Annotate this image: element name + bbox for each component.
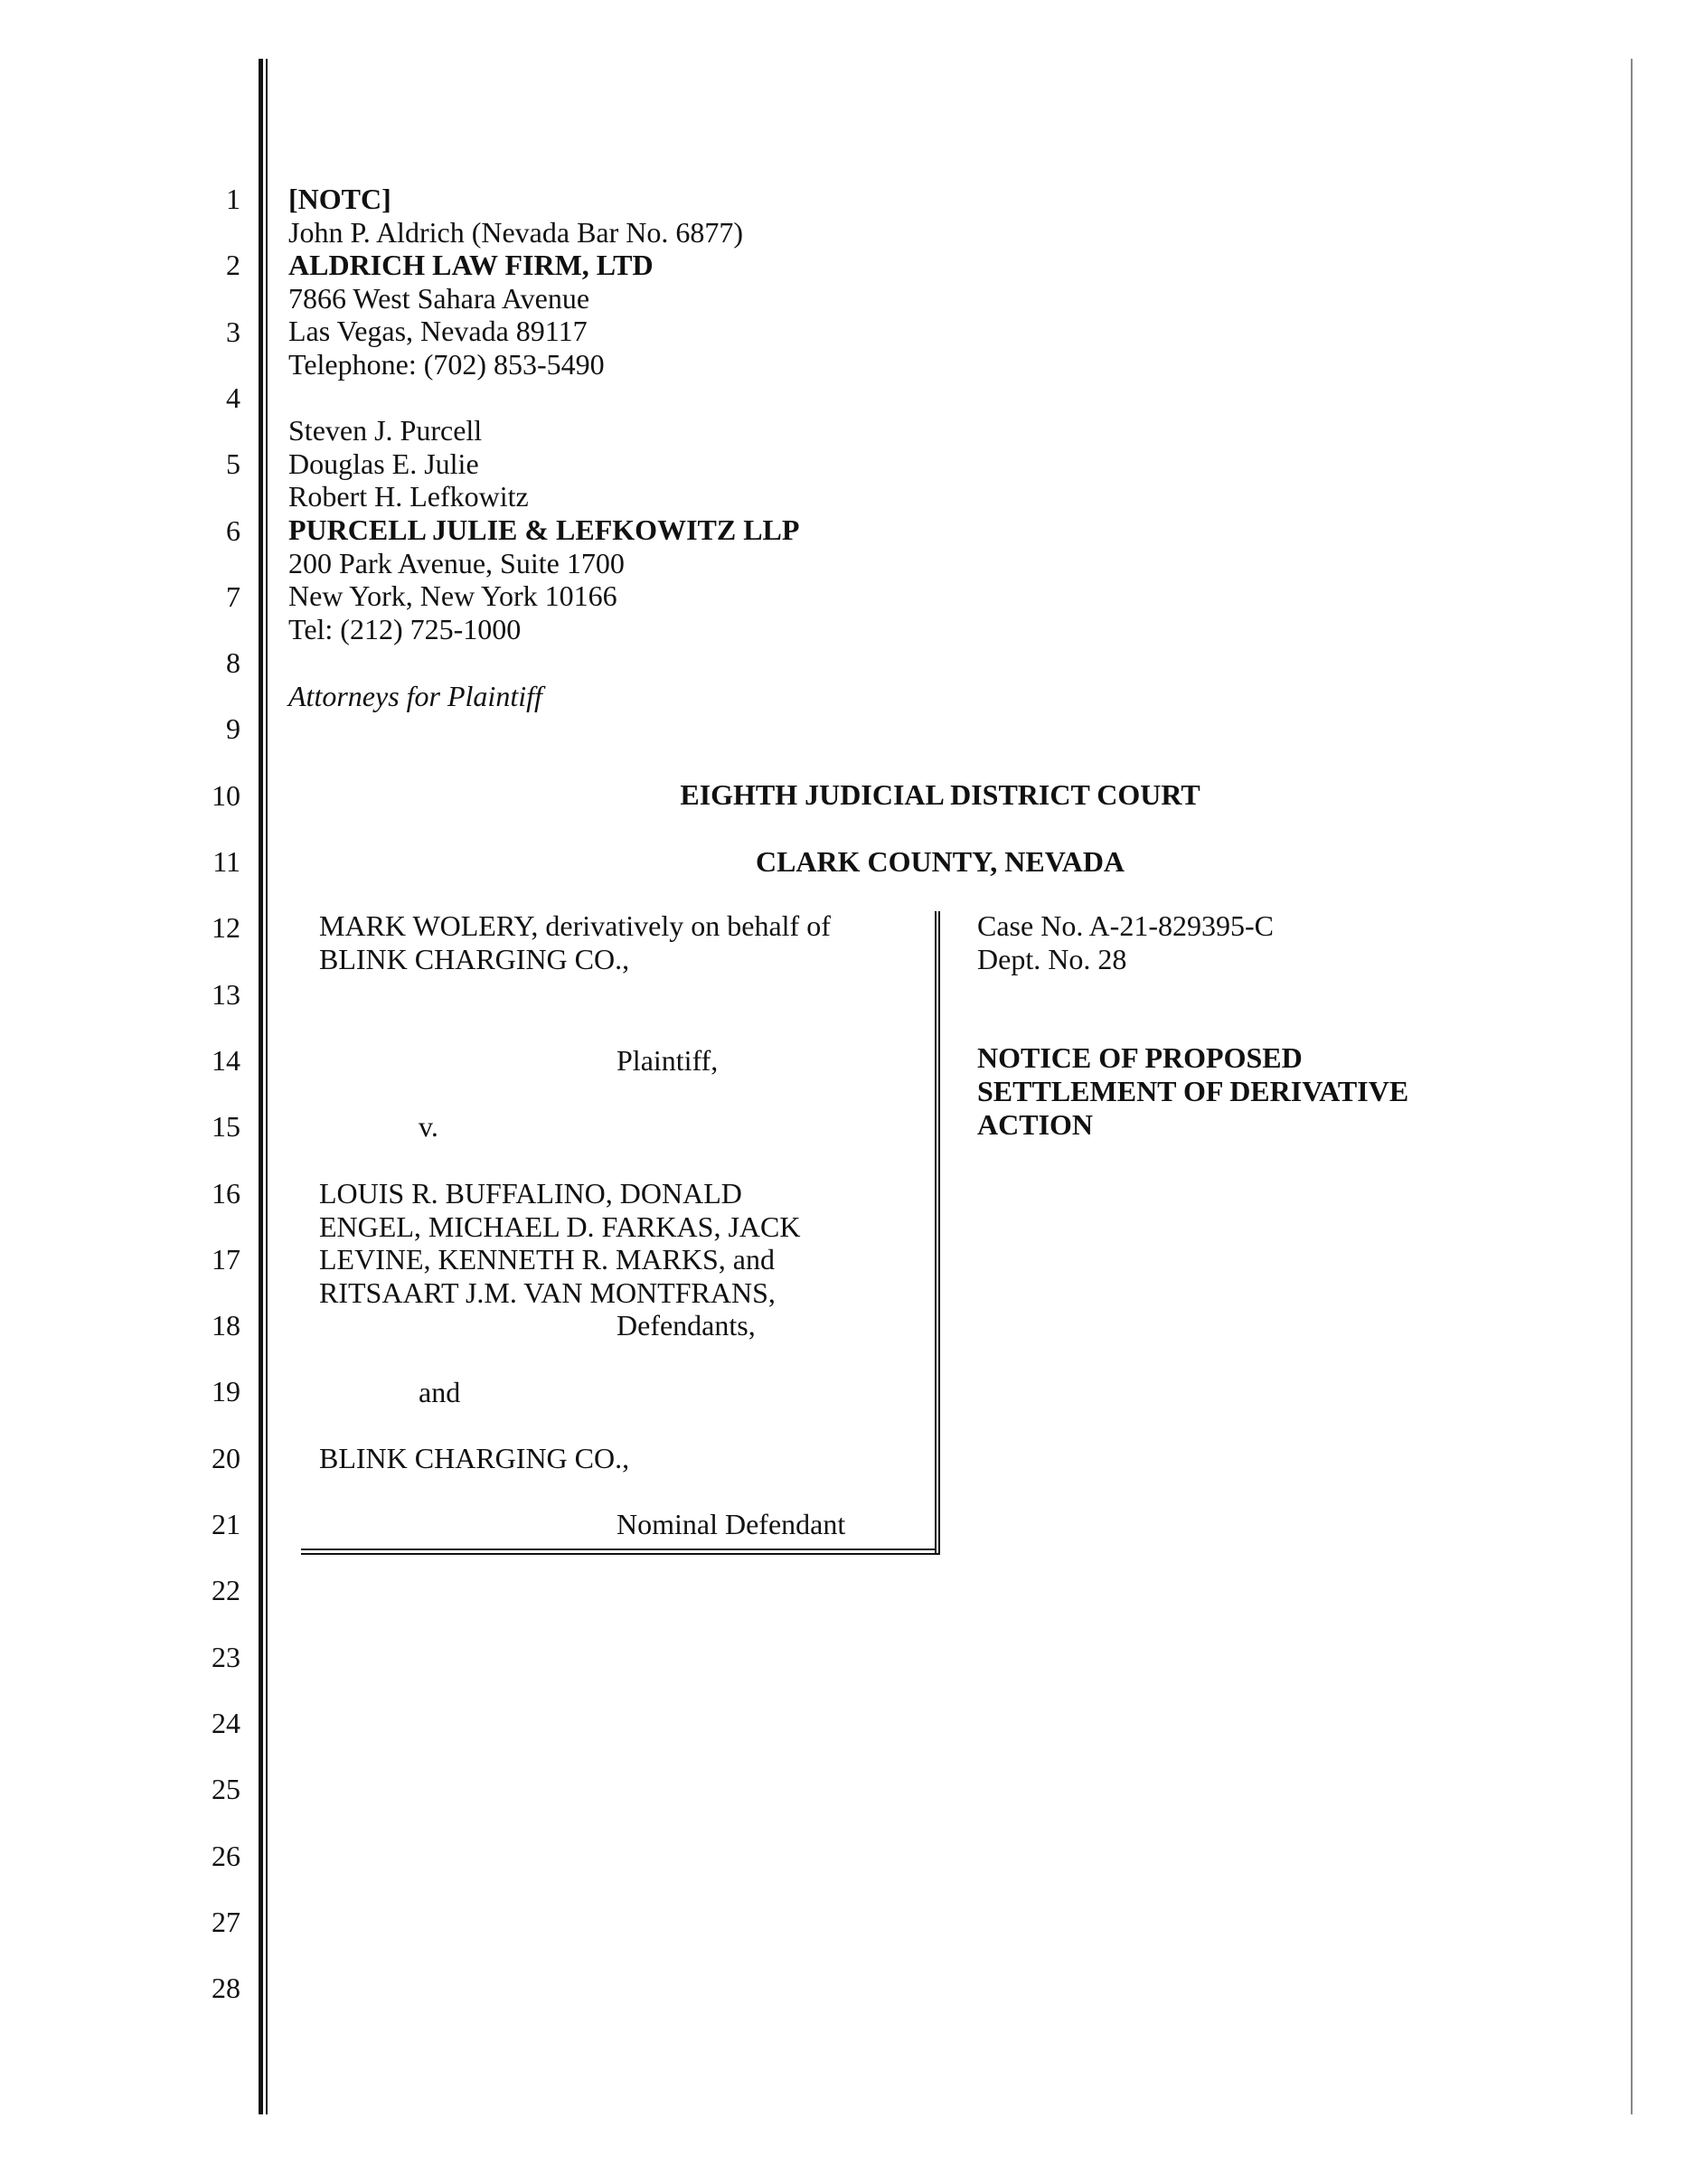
attorney-name: Steven J. Purcell (288, 414, 483, 447)
defendants-role: Defendants, (617, 1309, 756, 1341)
line-number: 23 (212, 1640, 240, 1673)
case-number: Case No. A-21-829395-C (977, 909, 1274, 942)
line-number: 4 (226, 381, 240, 414)
line-number: 7 (226, 579, 240, 613)
document-title: NOTICE OF PROPOSED (977, 1041, 1303, 1074)
attorney-name: Robert H. Lefkowitz (288, 480, 529, 513)
defendants-names: RITSAART J.M. VAN MONTFRANS, (319, 1276, 776, 1309)
document-title: SETTLEMENT OF DERIVATIVE (977, 1075, 1409, 1107)
attorney-name: John P. Aldrich (Nevada Bar No. 6877) (288, 216, 744, 249)
line-number: 5 (226, 447, 240, 481)
document-code: [NOTC] (288, 183, 391, 215)
line-number: 25 (212, 1773, 240, 1806)
and-connector: and (419, 1376, 461, 1408)
line-number: 15 (212, 1110, 240, 1144)
firm-phone: Tel: (212) 725-1000 (288, 613, 522, 645)
line-number: 13 (212, 977, 240, 1011)
caption-box-bottom-rule-1 (301, 1549, 937, 1550)
line-number: 27 (212, 1905, 240, 1938)
right-margin-rule (1631, 59, 1633, 2114)
nominal-defendant-role: Nominal Defendant (617, 1508, 846, 1540)
court-name: EIGHTH JUDICIAL DISTRICT COURT (680, 778, 1200, 811)
line-number: 2 (226, 249, 240, 282)
line-number: 14 (212, 1043, 240, 1077)
plaintiff-name: BLINK CHARGING CO., (319, 943, 630, 975)
caption-box-bottom-rule-2 (301, 1553, 940, 1555)
left-margin-rule-thin (266, 59, 268, 2114)
defendants-names: ENGEL, MICHAEL D. FARKAS, JACK (319, 1210, 801, 1243)
firm-phone: Telephone: (702) 853-5490 (288, 348, 605, 381)
nominal-defendant-name: BLINK CHARGING CO., (319, 1442, 630, 1474)
line-number: 16 (212, 1176, 240, 1210)
line-number: 11 (212, 845, 240, 878)
attorneys-for: Attorneys for Plaintiff (288, 680, 542, 712)
caption-box-right-rule-1 (935, 911, 937, 1555)
line-number: 26 (212, 1839, 240, 1872)
document-title: ACTION (977, 1108, 1094, 1141)
firm-name: ALDRICH LAW FIRM, LTD (288, 249, 654, 281)
firm-address: New York, New York 10166 (288, 579, 617, 612)
firm-address: Las Vegas, Nevada 89117 (288, 315, 588, 347)
line-number: 9 (226, 712, 240, 746)
left-margin-rule-thick (259, 59, 263, 2114)
line-number: 18 (212, 1309, 240, 1342)
attorney-name: Douglas E. Julie (288, 447, 479, 480)
line-number: 19 (212, 1375, 240, 1408)
dept-number: Dept. No. 28 (977, 943, 1127, 975)
line-number: 6 (226, 513, 240, 547)
line-number: 28 (212, 1972, 240, 2005)
plaintiff-role: Plaintiff, (617, 1044, 719, 1077)
versus: v. (419, 1110, 438, 1143)
line-number: 17 (212, 1242, 240, 1276)
line-number: 21 (212, 1508, 240, 1540)
line-number: 10 (212, 778, 240, 812)
caption-box-right-rule-2 (938, 911, 940, 1555)
defendants-names: LEVINE, KENNETH R. MARKS, and (319, 1243, 775, 1276)
line-number: 20 (212, 1441, 240, 1474)
plaintiff-name: MARK WOLERY, derivatively on behalf of (319, 909, 831, 942)
line-number: 8 (226, 646, 240, 680)
line-number: 22 (212, 1574, 240, 1607)
firm-name: PURCELL JULIE & LEFKOWITZ LLP (288, 513, 800, 546)
court-county: CLARK COUNTY, NEVADA (755, 845, 1125, 878)
line-number: 1 (226, 183, 240, 215)
defendants-names: LOUIS R. BUFFALINO, DONALD (319, 1177, 742, 1210)
firm-address: 7866 West Sahara Avenue (288, 282, 590, 315)
firm-address: 200 Park Avenue, Suite 1700 (288, 547, 625, 579)
line-number: 3 (226, 315, 240, 348)
line-number: 24 (212, 1706, 240, 1739)
line-number: 12 (212, 911, 240, 945)
